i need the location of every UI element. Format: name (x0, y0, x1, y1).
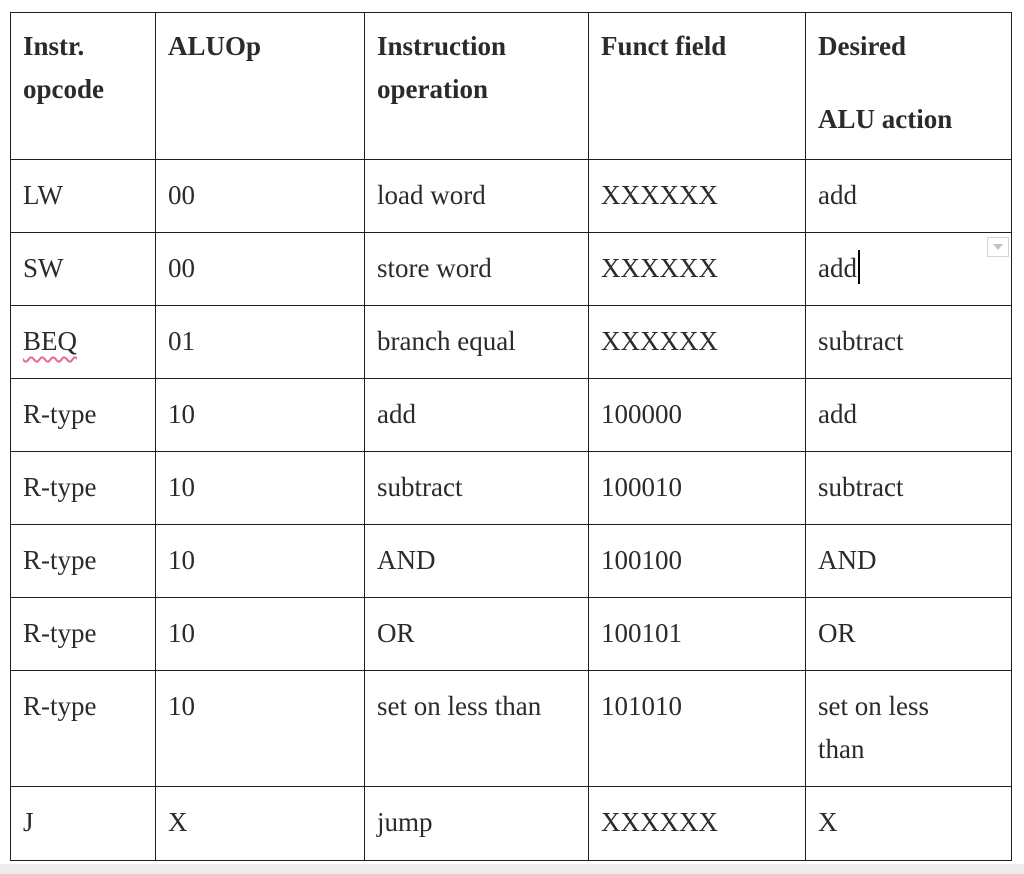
cell-aluop[interactable]: 00 (156, 233, 365, 306)
cell-action-text: add (818, 253, 857, 283)
cell-action[interactable]: AND (806, 525, 1012, 598)
cell-aluop[interactable]: 10 (156, 379, 365, 452)
header-label: Instruction (377, 31, 507, 61)
cell-action[interactable]: X (806, 787, 1012, 861)
table-row (11, 671, 1012, 787)
cell-action-active[interactable] (806, 233, 1012, 306)
cell-action[interactable]: subtract (806, 306, 1012, 379)
header-label: Desired (818, 31, 906, 61)
cell-funct[interactable]: 100100 (589, 525, 806, 598)
cell-operation[interactable]: set on less than (365, 671, 589, 787)
table-header-row (11, 13, 1012, 160)
cell-opcode[interactable]: R-type (11, 452, 156, 525)
cell-opcode[interactable]: R-type (11, 671, 156, 787)
cell-operation[interactable]: store word (365, 233, 589, 306)
cell-operation[interactable]: jump (365, 787, 589, 861)
header-aluop[interactable] (156, 13, 365, 160)
table-row (11, 525, 1012, 598)
table-row (11, 379, 1012, 452)
header-funct-field[interactable] (589, 13, 806, 160)
cell-funct[interactable]: XXXXXX (589, 787, 806, 861)
cell-action-line: set on less (818, 691, 929, 721)
cell-operation[interactable]: AND (365, 525, 589, 598)
cell-funct[interactable]: 100101 (589, 598, 806, 671)
cell-operation[interactable]: load word (365, 160, 589, 233)
header-desired-alu-action[interactable] (806, 13, 1012, 160)
page-bottom-edge (0, 864, 1024, 874)
cell-opcode[interactable]: SW (11, 233, 156, 306)
table-row (11, 306, 1012, 379)
cell-opcode[interactable]: J (11, 787, 156, 861)
cell-funct[interactable]: XXXXXX (589, 306, 806, 379)
header-label: ALU action (818, 104, 953, 134)
cell-funct[interactable]: XXXXXX (589, 233, 806, 306)
cell-aluop[interactable]: X (156, 787, 365, 861)
cell-funct[interactable]: 100010 (589, 452, 806, 525)
cell-action[interactable]: add (806, 160, 1012, 233)
alu-control-table (10, 12, 1012, 861)
cell-action[interactable]: add (806, 379, 1012, 452)
cell-action-line: than (818, 734, 865, 764)
cell-action[interactable]: OR (806, 598, 1012, 671)
cell-opcode[interactable]: R-type (11, 598, 156, 671)
header-label: operation (377, 74, 488, 104)
cell-opcode[interactable]: R-type (11, 525, 156, 598)
cell-operation[interactable]: branch equal (365, 306, 589, 379)
cell-aluop[interactable]: 10 (156, 671, 365, 787)
header-label: Instr. (23, 31, 85, 61)
cell-action[interactable]: subtract (806, 452, 1012, 525)
table-row (11, 452, 1012, 525)
cell-operation[interactable]: OR (365, 598, 589, 671)
header-label: opcode (23, 74, 104, 104)
chevron-down-icon[interactable] (987, 237, 1009, 257)
table-row (11, 598, 1012, 671)
cell-operation[interactable]: add (365, 379, 589, 452)
cell-aluop[interactable]: 10 (156, 598, 365, 671)
cell-funct[interactable]: 100000 (589, 379, 806, 452)
cell-aluop[interactable]: 01 (156, 306, 365, 379)
cell-opcode[interactable]: LW (11, 160, 156, 233)
cell-funct[interactable]: 101010 (589, 671, 806, 787)
cell-opcode[interactable] (11, 306, 156, 379)
header-label: ALUOp (168, 31, 262, 61)
cell-aluop[interactable]: 00 (156, 160, 365, 233)
cell-aluop[interactable]: 10 (156, 452, 365, 525)
cell-funct[interactable]: XXXXXX (589, 160, 806, 233)
spellcheck-flagged-word[interactable]: BEQ (23, 326, 77, 356)
header-instruction-operation[interactable] (365, 13, 589, 160)
header-instr-opcode[interactable] (11, 13, 156, 160)
table-row (11, 160, 1012, 233)
cell-opcode[interactable]: R-type (11, 379, 156, 452)
text-cursor (858, 250, 860, 284)
table-row (11, 787, 1012, 861)
cell-aluop[interactable]: 10 (156, 525, 365, 598)
header-label: Funct field (601, 31, 727, 61)
cell-operation[interactable]: subtract (365, 452, 589, 525)
cell-action[interactable] (806, 671, 1012, 787)
table-row (11, 233, 1012, 306)
